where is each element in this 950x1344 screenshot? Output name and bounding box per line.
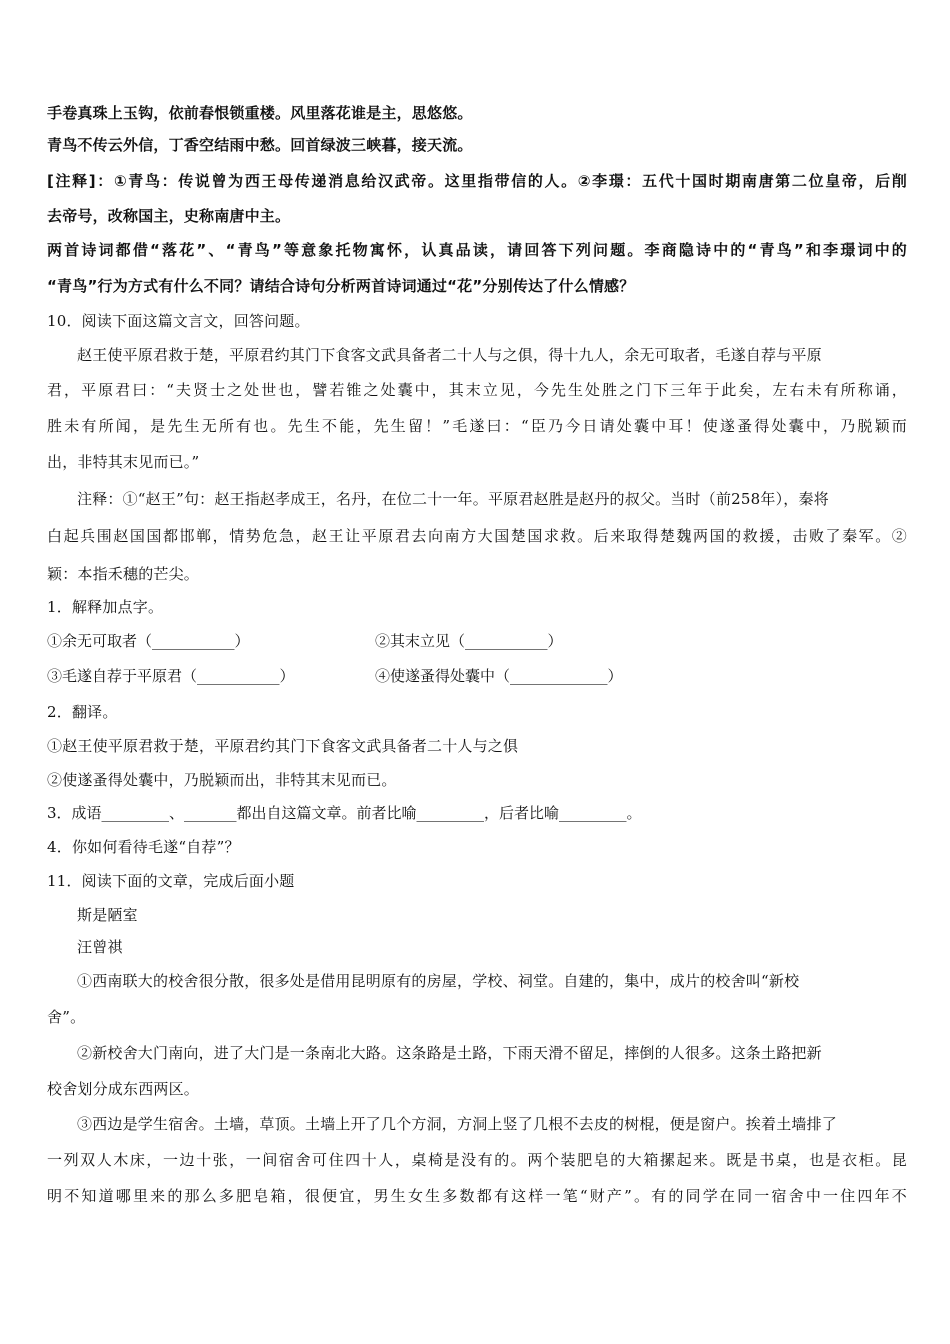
q10-notes-line-3: 颖：本指禾穗的芒尖。 xyxy=(47,565,200,583)
q10-sub2: 2．翻译。 xyxy=(47,703,118,721)
question-line-2: “青鸟”行为方式有什么不同？请结合诗句分析两首诗词通过“花”分别传达了什么情感？ xyxy=(47,277,635,295)
q10-heading: 10．阅读下面这篇文言文，回答问题。 xyxy=(47,312,310,330)
q10-notes-line-2: 白起兵围赵国国都邯郸，情势危急，赵王让平原君去向南方大国楚国求救。后来取得楚魏两国的救援，击败了秦军。② xyxy=(47,527,907,545)
q10-item-3: ③毛遂自荐于平原君（___________） xyxy=(47,667,295,685)
q10-sub1: 1．解释加点字。 xyxy=(47,598,164,616)
q11-author: 汪曾祺 xyxy=(77,938,123,956)
q11-para-3-line-1: ③西边是学生宿舍。土墙，草顶。土墙上开了几个方洞，方洞上竖了几根不去皮的树棍，便是窗户。挨着土墙排了 xyxy=(77,1115,838,1133)
poem-line-2: 青鸟不传云外信，丁香空结雨中愁。回首绿波三峡暮，接天流。 xyxy=(47,136,473,154)
q10-trans-1: ①赵王使平原君救于楚，平原君约其门下食客文武具备者二十人与之俱 xyxy=(47,737,519,755)
q10-passage-line-3: 胜未有所闻，是先生无所有也。先生不能，先生留！”毛遂曰：“臣乃今日请处囊中耳！使遂蚤得处囊中，乃脱颖而 xyxy=(47,417,907,435)
q10-sub3: 3．成语_________、_______都出自这篇文章。前者比喻_________，后者比喻_________。 xyxy=(47,804,642,822)
q10-item-1: ①余无可取者（___________） xyxy=(47,632,250,650)
annotation-line-1: [注释]：①青鸟：传说曾为西王母传递消息给汉武帝。这里指带信的人。②李璟：五代十国时期南唐第二位皇帝，后削 xyxy=(47,172,907,190)
poem-line-1: 手卷真珠上玉钩，依前春恨锁重楼。风里落花谁是主，思悠悠。 xyxy=(47,104,473,122)
q11-para-3-line-3: 明不知道哪里来的那么多肥皂箱，很便宜，男生女生多数都有这样一笔“财产”。有的同学在同一宿舍中一住四年不 xyxy=(47,1187,907,1205)
question-line-1: 两首诗词都借“落花”、“青鸟”等意象托物寓怀，认真品读，请回答下列问题。李商隐诗中的“青鸟”和李璟词中的 xyxy=(47,241,907,259)
q11-heading: 11．阅读下面的文章，完成后面小题 xyxy=(47,872,295,890)
q10-passage-line-1: 赵王使平原君救于楚，平原君约其门下食客文武具备者二十人与之俱，得十九人，余无可取者，毛遂自荐与平原 xyxy=(77,346,822,364)
q10-sub4: 4．你如何看待毛遂“自荐”？ xyxy=(47,838,240,856)
q11-para-1-line-2: 舍”。 xyxy=(47,1008,86,1026)
q10-passage-line-4: 出，非特其末见而已。” xyxy=(47,453,200,471)
q10-item-4: ④使遂蚤得处囊中（_____________） xyxy=(375,667,623,685)
q11-para-3-line-2: 一列双人木床，一边十张，一间宿舍可住四十人，桌椅是没有的。两个装肥皂的大箱摞起来。既是书桌，也是衣柜。昆 xyxy=(47,1151,907,1169)
q10-item-2: ②其末立见（___________） xyxy=(375,632,563,650)
q11-para-1-line-1: ①西南联大的校舍很分散，很多处是借用昆明原有的房屋，学校、祠堂。自建的，集中，成片的校舍叫“新校 xyxy=(77,972,800,990)
q11-para-2-line-1: ②新校舍大门南向，进了大门是一条南北大路。这条路是土路，下雨天滑不留足，摔倒的人很多。这条土路把新 xyxy=(77,1044,822,1062)
q11-para-2-line-2: 校舍划分成东西两区。 xyxy=(47,1080,200,1098)
q10-notes-line-1: 注释：①“赵王”句：赵王指赵孝成王，名丹，在位二十一年。平原君赵胜是赵丹的叔父。当时（前258年），秦将 xyxy=(77,490,829,508)
q11-title: 斯是陋室 xyxy=(77,906,138,924)
annotation-line-2: 去帝号，改称国主，史称南唐中主。 xyxy=(47,207,291,225)
q10-trans-2: ②使遂蚤得处囊中，乃脱颖而出，非特其末见而已。 xyxy=(47,771,397,789)
q10-passage-line-2: 君，平原君曰：“夫贤士之处世也，譬若锥之处囊中，其末立见，今先生处胜之门下三年于此矣，左右未有所称诵， xyxy=(47,381,907,399)
